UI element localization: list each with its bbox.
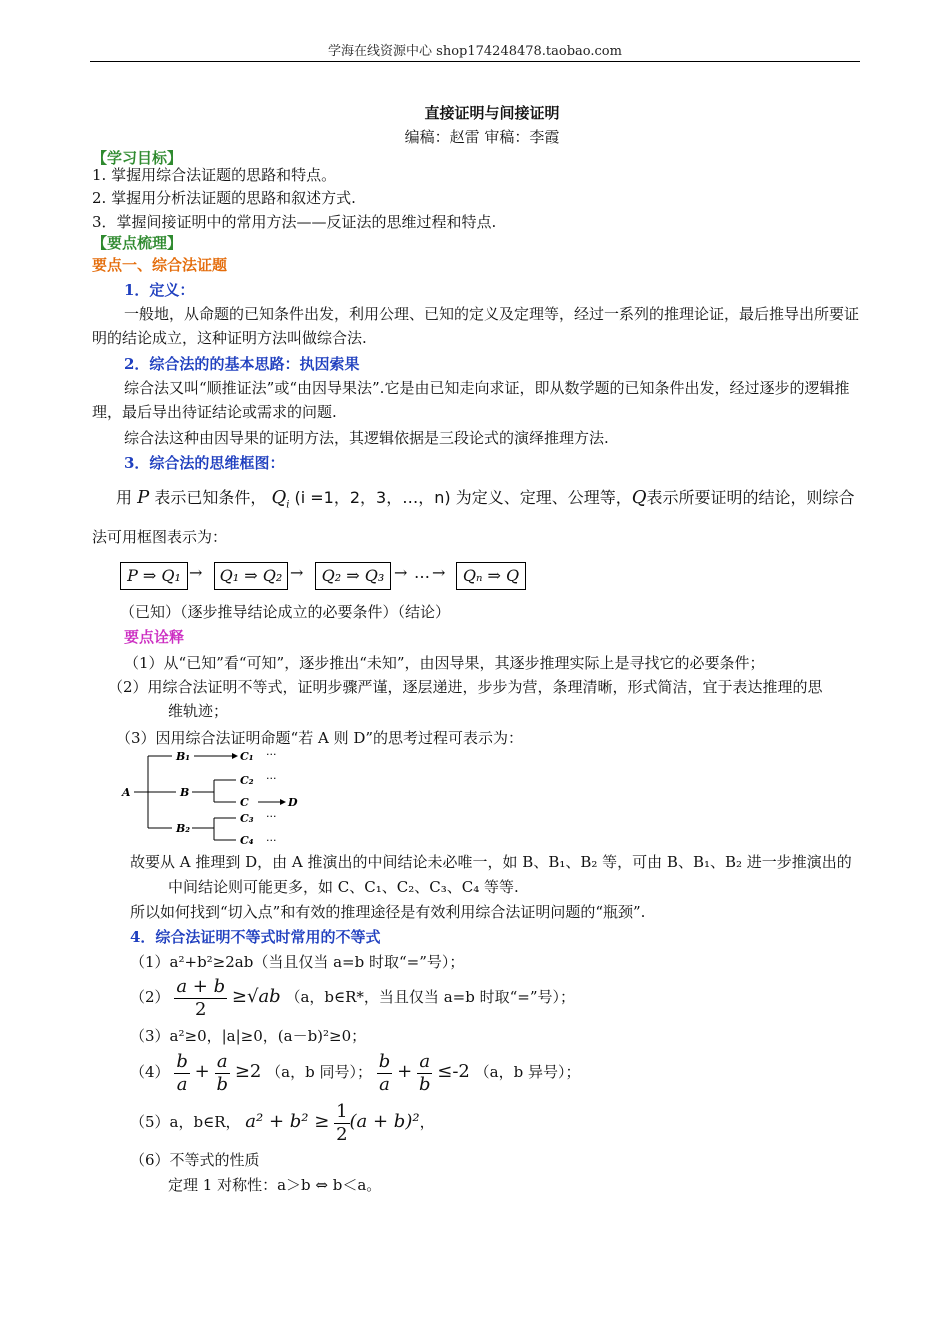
flow-box-1: P ⇒ Q₁	[120, 562, 188, 590]
flow-arrow-2: →	[290, 563, 304, 582]
tree-node-c4: C₄	[240, 834, 254, 847]
fraction-a-num: a	[215, 1051, 231, 1074]
logic-basis-text: 综合法这种由因导果的证明方法，其逻辑依据是三段论式的演绎推理方法.	[124, 429, 609, 447]
tree-node-c1: C₁	[240, 750, 254, 763]
fraction-a-plus-b-over-2	[174, 976, 227, 1021]
point1-heading: 要点一、综合法证题	[92, 256, 228, 274]
note-3: （3）因用综合法证明命题“若 A 则 D”的思考过程可表示为：	[116, 729, 524, 747]
fraction-b-num-2: b	[378, 1050, 391, 1072]
notes-heading: 要点诠释	[124, 628, 185, 646]
fraction-b-den-2: b	[418, 1073, 431, 1095]
inequality-4-same-sign: （a，b 同号）；	[266, 1063, 372, 1081]
basic-idea-heading: 2．综合法的的基本思路：执因索果	[124, 355, 360, 373]
text-definitions: 为定义、定理、公理等，	[455, 488, 632, 507]
reasoning-tree-diagram	[120, 744, 320, 852]
goal-item-1: 1. 掌握用综合法证题的思路和特点。	[92, 166, 337, 184]
inequality-2-relation: ≥√ab	[231, 986, 281, 1007]
plus-sign-2: +	[397, 1061, 413, 1082]
tree-dots-1: ···	[266, 748, 277, 761]
inequality-2	[130, 974, 575, 1020]
fraction-two: 2	[336, 1123, 348, 1145]
framework-heading: 3．综合法的思维框图：	[124, 454, 285, 472]
inequality-2-condition: （a，b∈R*，当且仅当 a=b 时取“=”号）；	[285, 988, 575, 1006]
fraction-one: 1	[336, 1100, 348, 1122]
tree-node-c: C	[240, 796, 249, 809]
flow-caption: （已知）（逐步推导结论成立的必要条件）（结论）	[120, 603, 451, 621]
inequality-5	[130, 1099, 435, 1145]
review-heading: 【要点梳理】	[92, 234, 183, 252]
text-known-condition: 表示已知条件，	[154, 488, 267, 507]
note-4b: 中间结论则可能更多，如 C、C₁、C₂、C₃、C₄ 等等.	[168, 878, 519, 896]
inequality-1: （1）a²+b²≥2ab（当且仅当 a=b 时取“=”号）；	[130, 953, 465, 971]
inequality-5-rhs: (a + b)²	[349, 1111, 420, 1132]
framework-description-line2: 法可用框图表示为：	[92, 528, 228, 546]
index-range: (i =1，2，3，…，n)	[294, 488, 451, 507]
inequality-5-comma: ，	[419, 1113, 435, 1131]
document-title: 直接证明与间接证明	[424, 104, 560, 122]
tree-node-b: B	[180, 786, 190, 799]
goal-item-2: 2. 掌握用分析法证题的思路和叙述方式.	[92, 189, 356, 207]
fraction-a-den-2: a	[379, 1073, 390, 1095]
note-4a: 故要从 A 推理到 D，由 A 推演出的中间结论未必唯一，如 B、B₁、B₂ 等，可由 B、B₁、B₂ 进一步推演出的	[130, 853, 852, 871]
inequality-3: （3）a²≥0，|a|≥0，(a－b)²≥0；	[130, 1027, 367, 1045]
inequality-6: （6）不等式的性质	[130, 1151, 260, 1169]
inequality-2-label: （2）	[130, 988, 170, 1006]
tree-dots-4: ···	[266, 834, 277, 847]
tree-node-d: D	[288, 796, 298, 809]
flow-box-3: Q₂ ⇒ Q₃	[315, 562, 391, 590]
inequality-4-label: （4）	[130, 1063, 170, 1081]
goals-heading: 【学习目标】	[92, 149, 183, 167]
tree-node-a: A	[122, 786, 131, 799]
basic-idea-text: 综合法又叫“顺推证法”或“由因导果法”.它是由已知走向求证，即从数学题的已知条件出发，经过逐步的逻辑推理，最后导出待证结论或需求的问题.	[92, 379, 850, 421]
fraction-b-num: b	[176, 1050, 188, 1072]
tree-node-c3: C₃	[240, 812, 254, 825]
flow-box-2: Q₁ ⇒ Q₂	[214, 562, 288, 590]
framework-description: 用 P 表示已知条件， $Q_i$ (i =1，2，3，…，n) 为定义、定理、公理等，Q表示所要证明的结论，则综合	[116, 487, 855, 511]
fraction-denominator: 2	[194, 998, 207, 1020]
flow-dots: …	[414, 563, 430, 582]
inequality-4-relation-2: ≤-2	[437, 1061, 470, 1082]
tree-node-c2: C₂	[240, 774, 254, 787]
inequality-heading: 4．综合法证明不等式时常用的不等式	[130, 928, 381, 946]
document-byline: 编稿：赵雷 审稿：李霞	[404, 128, 560, 146]
page-header: 学海在线资源中心 shop174248478.taobao.com	[328, 44, 622, 59]
note-2b: 维轨迹；	[168, 702, 229, 720]
fraction-b-den: b	[216, 1073, 229, 1095]
plus-sign: +	[194, 1061, 210, 1082]
note-5: 所以如何找到“切入点”和有效的推理途径是有效利用综合法证明问题的“瓶颈”.	[130, 903, 646, 921]
inequality-4-opposite-sign: （a，b 异号）；	[474, 1063, 581, 1081]
text-conclusion: 表示所要证明的结论，则综合	[646, 488, 855, 507]
tree-dots-2: ···	[266, 772, 277, 785]
flow-box-4: Qₙ ⇒ Q	[456, 562, 526, 590]
flow-arrow-4: →	[432, 563, 446, 582]
tree-node-b1: B₁	[176, 750, 191, 763]
flow-arrow-3: →	[394, 563, 408, 582]
note-2a: （2）用综合法证明不等式，证明步骤严谨，逐层递进，步步为营，条理清晰，形式简洁，宜于表达推理的思	[108, 678, 823, 696]
theorem-1: 定理 1 对称性：a＞b ⇔ b＜a。	[168, 1176, 382, 1194]
definition-text: 一般地，从命题的已知条件出发，利用公理、已知的定义及定理等，经过一系列的推理论证，最后推导出所要证明的结论成立，这种证明方法叫做综合法.	[92, 305, 860, 347]
inequality-5-lhs: a² + b² ≥	[245, 1111, 330, 1132]
goal-item-3: 3．掌握间接证明中的常用方法——反证法的思维过程和特点.	[92, 213, 497, 231]
fraction-a-num-2: a	[417, 1051, 433, 1074]
note-1: （1）从“已知”看“可知”，逐步推出“未知”，由因导果，其逐步推理实际上是寻找它的必要条件；	[124, 654, 765, 672]
inequality-4-relation-1: ≥2	[234, 1061, 262, 1082]
tree-dots-3: ···	[266, 810, 277, 823]
definition-heading: 1．定义：	[124, 281, 195, 299]
fraction-a-den: a	[176, 1073, 188, 1095]
fraction-numerator: a + b	[176, 975, 226, 997]
inequality-5-label: （5）a，b∈R，	[130, 1113, 241, 1131]
header-divider	[90, 61, 860, 62]
text-use: 用	[116, 488, 133, 507]
tree-node-b2: B₂	[176, 822, 191, 835]
inequality-4	[130, 1049, 581, 1095]
flow-arrow-1: →	[189, 563, 203, 582]
